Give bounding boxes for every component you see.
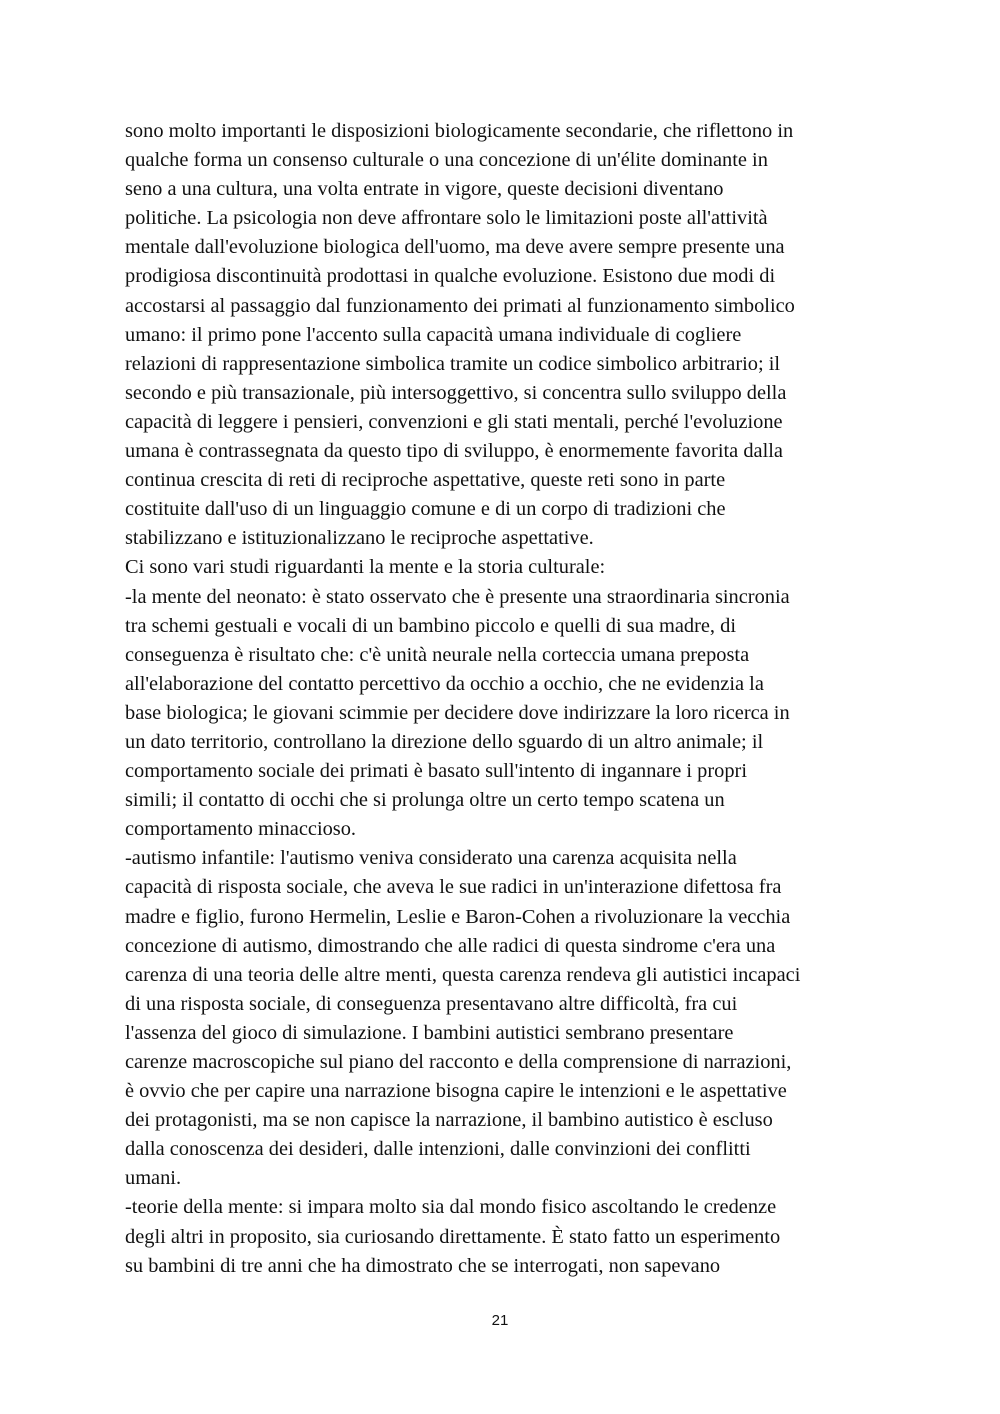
text-line: continua crescita di reti di reciproche aspettative, queste reti sono in parte (125, 469, 726, 492)
text-line: dei protagonisti, ma se non capisce la narrazione, il bambino autistico è escluso (125, 1109, 773, 1132)
text-line: -teorie della mente: si impara molto sia dal mondo fisico ascoltando le credenze (125, 1196, 777, 1219)
text-line: umana è contrassegnata da questo tipo di sviluppo, è enormemente favorita dalla (125, 440, 783, 463)
text-line: carenze macroscopiche sul piano del racconto e della comprensione di narrazioni, (125, 1051, 792, 1073)
text-line: concezione di autismo, dimostrando che alle radici di questa sindrome c'era una (125, 934, 776, 957)
text-line: simili; il contatto di occhi che si prolunga oltre un certo tempo scatena un (125, 789, 725, 812)
text-line: Ci sono vari studi riguardanti la mente e la storia culturale: (125, 556, 606, 579)
text-line: costituite dall'uso di un linguaggio comune e di un corpo di tradizioni che (125, 498, 726, 521)
text-line: di una risposta sociale, di conseguenza presentavano altre difficoltà, fra cui (125, 992, 738, 1015)
text-line: comportamento minaccioso. (125, 818, 357, 841)
text-line: relazioni di rappresentazione simbolica tramite un codice simbolico arbitrario; il (125, 352, 781, 375)
text-line: mentale dall'evoluzione biologica dell'uomo, ma deve avere sempre presente una (125, 236, 785, 259)
text-line: seno a una cultura, una volta entrate in vigore, queste decisioni diventano (125, 178, 724, 201)
text-line: qualche forma un consenso culturale o una concezione di un'élite dominante in (125, 149, 768, 172)
text-line: accostarsi al passaggio dal funzionamento dei primati al funzionamento simbolico (125, 294, 795, 317)
text-line: -la mente del neonato: è stato osservato che è presente una straordinaria sincronia (125, 585, 790, 608)
text-line: stabilizzano e istituzionalizzano le reciproche aspettative. (125, 527, 594, 550)
text-line: capacità di leggere i pensieri, convenzioni e gli stati mentali, perché l'evoluzione (125, 410, 783, 433)
text-line: umani. (125, 1167, 182, 1190)
text-line: -autismo infantile: l'autismo veniva considerato una carenza acquisita nella (125, 847, 737, 870)
text-line: è ovvio che per capire una narrazione bisogna capire le intenzioni e le aspettative (125, 1080, 787, 1103)
text-line: madre e figlio, furono Hermelin, Leslie e Baron-Cohen a rivoluzionare la vecchia (125, 905, 791, 928)
text-line: l'assenza del gioco di simulazione. I bambini autistici sembrano presentare (125, 1021, 734, 1044)
text-line: sono molto importanti le disposizioni biologicamente secondarie, che riflettono in (125, 120, 794, 142)
text-line: su bambini di tre anni che ha dimostrato che se interrogati, non sapevano (125, 1254, 721, 1277)
page-number: 21 (491, 1312, 509, 1329)
text-line: umano: il primo pone l'accento sulla capacità umana individuale di cogliere (125, 323, 742, 346)
text-line: politiche. La psicologia non deve affrontare solo le limitazioni poste all'attività (125, 207, 768, 230)
text-line: conseguenza è risultato che: c'è unità neurale nella corteccia umana preposta (125, 643, 750, 666)
text-line: dalla conoscenza dei desideri, dalle intenzioni, dalle convinzioni dei conflitti (125, 1138, 751, 1161)
text-line: tra schemi gestuali e vocali di un bambino piccolo e quelli di sua madre, di (125, 614, 736, 637)
text-line: secondo e più transazionale, più intersoggettivo, si concentra sullo sviluppo della (125, 381, 787, 404)
text-line: degli altri in proposito, sia curiosando direttamente. È stato fatto un esperimento (125, 1225, 781, 1248)
text-line: un dato territorio, controllano la direzione dello sguardo di un altro animale; il (125, 730, 764, 753)
text-line: comportamento sociale dei primati è basato sull'intento di ingannare i propri (125, 760, 748, 783)
text-line: prodigiosa discontinuità prodottasi in qualche evoluzione. Esistono due modi di (125, 265, 776, 288)
text-line: carenza di una teoria delle altre menti, questa carenza rendeva gli autistici incapaci (125, 963, 801, 986)
body-text (125, 117, 945, 1281)
text-line: capacità di risposta sociale, che aveva le sue radici in un'interazione difettosa fra (125, 876, 782, 899)
text-line: base biologica; le giovani scimmie per decidere dove indirizzare la loro ricerca in (125, 701, 790, 724)
text-line: all'elaborazione del contatto percettivo da occhio a occhio, che ne evidenzia la (125, 672, 764, 695)
